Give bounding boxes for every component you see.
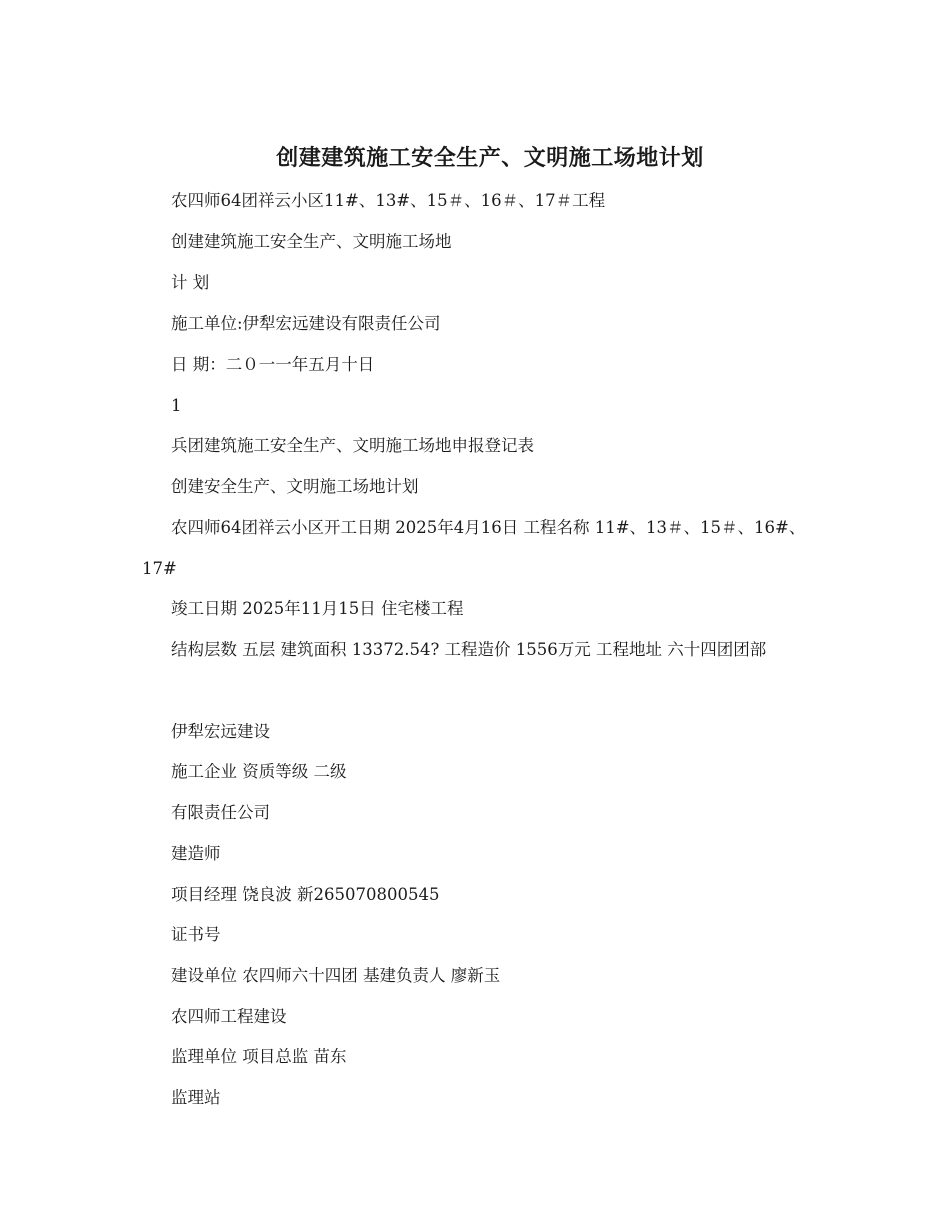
project-name-line: 农四师64团祥云小区11#、13#、15＃、16＃、17＃工程: [171, 191, 606, 210]
page-number: 1: [171, 396, 182, 415]
company-name-line-2: 有限责任公司: [171, 803, 270, 822]
date-line: 日 期：二０一一年五月十日: [171, 355, 375, 374]
qualification-line: 施工企业 资质等级 二级: [171, 762, 347, 781]
structure-info-line: 结构层数 五层 建筑面积 13372.54? 工程造价 1556万元 工程地址 六十四团团部: [171, 640, 767, 659]
plan-label-line: 计 划: [171, 273, 210, 292]
builder-label-line: 建造师: [171, 844, 221, 863]
company-name-line-1: 伊犁宏远建设: [171, 722, 270, 741]
engineering-construction-line: 农四师工程建设: [171, 1007, 287, 1026]
document-title: 创建建筑施工安全生产、文明施工场地计划: [276, 145, 704, 171]
supervision-station-line: 监理站: [171, 1088, 221, 1107]
start-date-line: 农四师64团祥云小区开工日期 2025年4月16日 工程名称 11#、13＃、15＃、16#、17#: [142, 518, 806, 578]
project-manager-line: 项目经理 饶良波 新265070800545: [171, 885, 440, 904]
registration-form-title: 兵团建筑施工安全生产、文明施工场地申报登记表: [171, 436, 534, 455]
plan-subtitle-line: 创建安全生产、文明施工场地计划: [171, 477, 419, 496]
certificate-label-line: 证书号: [171, 925, 221, 944]
owner-unit-line: 建设单位 农四师六十四团 基建负责人 廖新玉: [171, 966, 501, 985]
supervision-unit-line: 监理单位 项目总监 苗东: [171, 1047, 347, 1066]
construction-unit-line: 施工单位:伊犁宏远建设有限责任公司: [171, 314, 441, 333]
plan-heading-line: 创建建筑施工安全生产、文明施工场地: [171, 232, 452, 251]
completion-date-line: 竣工日期 2025年11月15日 住宅楼工程: [171, 599, 464, 618]
